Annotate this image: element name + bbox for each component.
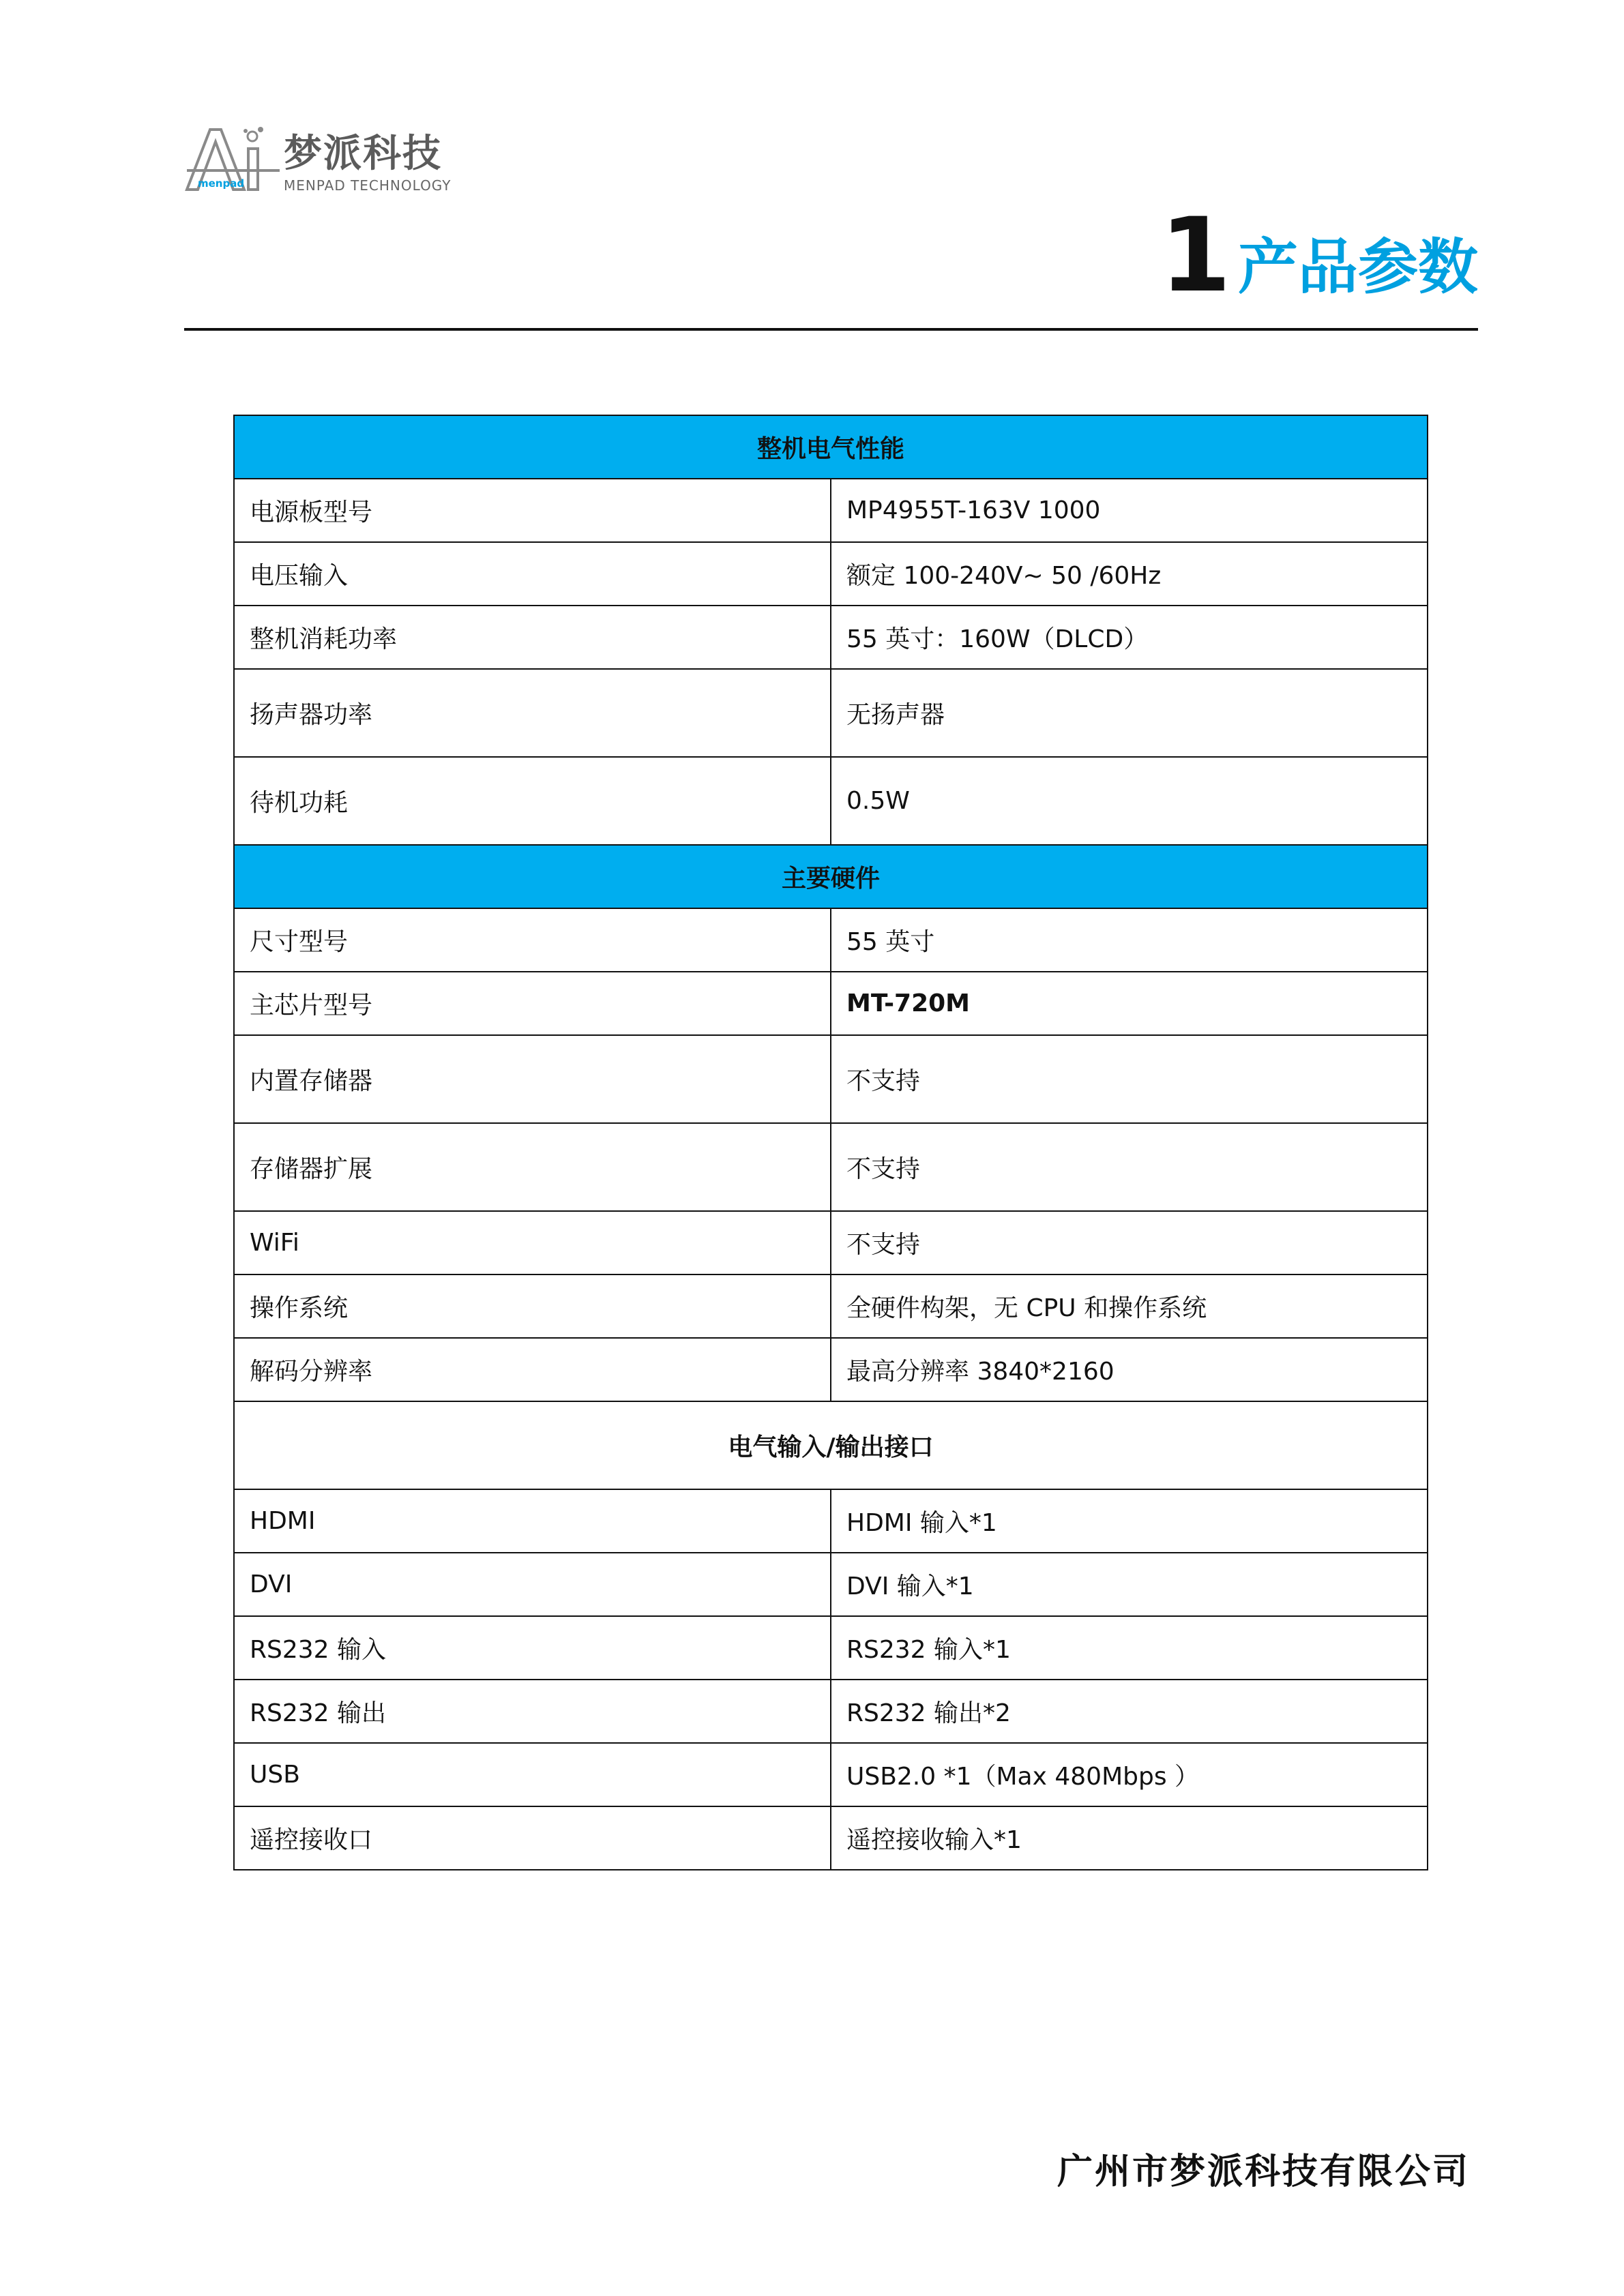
spec-label: 解码分辨率 [234, 1338, 831, 1401]
spec-value: 无扬声器 [831, 669, 1428, 757]
spec-label: 电压输入 [234, 542, 831, 606]
table-row [234, 908, 1428, 972]
spec-value: 全硬件构架，无 CPU 和操作系统 [831, 1274, 1428, 1338]
spec-value: 额定 100-240V~ 50 /60Hz [831, 542, 1428, 606]
table-row [234, 1338, 1428, 1401]
spec-label: 扬声器功率 [234, 669, 831, 757]
table-row [234, 542, 1428, 606]
spec-value: 遥控接收输入*1 [831, 1806, 1428, 1870]
company-footer: 广州市梦派科技有限公司 [1057, 2151, 1470, 2192]
section-title: 主要硬件 [234, 845, 1428, 908]
table-row [234, 479, 1428, 542]
spec-table [233, 415, 1428, 1870]
section-title: 整机电气性能 [234, 415, 1428, 479]
logo-text [284, 132, 452, 194]
section-title: 电气输入/输出接口 [234, 1401, 1428, 1489]
spec-label: 遥控接收口 [234, 1806, 831, 1870]
section-header-row [234, 1401, 1428, 1489]
table-row [234, 1274, 1428, 1338]
logo-brand-text: menpad [198, 177, 245, 190]
table-row [234, 972, 1428, 1035]
table-row [234, 1553, 1428, 1616]
spec-label: 操作系统 [234, 1274, 831, 1338]
spec-label: DVI [234, 1553, 831, 1616]
table-row [234, 1211, 1428, 1274]
spec-label: 主芯片型号 [234, 972, 831, 1035]
spec-label: 待机功耗 [234, 757, 831, 845]
spec-value: MT-720M [831, 972, 1428, 1035]
spec-value: HDMI 输入*1 [831, 1489, 1428, 1553]
spec-label: USB [234, 1743, 831, 1806]
section-header-row [234, 845, 1428, 908]
spec-label: 电源板型号 [234, 479, 831, 542]
spec-value: 55 英寸 [831, 908, 1428, 972]
spec-value: DVI 输入*1 [831, 1553, 1428, 1616]
table-row [234, 606, 1428, 669]
section-header-row [234, 415, 1428, 479]
spec-label: RS232 输入 [234, 1616, 831, 1680]
page-title: 产品参数 [1237, 232, 1478, 302]
spec-label: 尺寸型号 [234, 908, 831, 972]
spec-value: RS232 输出*2 [831, 1680, 1428, 1743]
table-row [234, 1680, 1428, 1743]
table-row [234, 1489, 1428, 1553]
spec-label: HDMI [234, 1489, 831, 1553]
spec-value: USB2.0 *1（Max 480Mbps ） [831, 1743, 1428, 1806]
table-row [234, 757, 1428, 845]
logo-name-cn: 梦派科技 [284, 132, 442, 176]
spec-value: 不支持 [831, 1123, 1428, 1211]
table-row [234, 1806, 1428, 1870]
heading-divider [184, 328, 1478, 331]
spec-label: 内置存储器 [234, 1035, 831, 1123]
spec-value: 55 英寸：160W（DLCD） [831, 606, 1428, 669]
spec-value: MP4955T-163V 1000 [831, 479, 1428, 542]
table-row [234, 1616, 1428, 1680]
table-row [234, 1123, 1428, 1211]
spec-label: 整机消耗功率 [234, 606, 831, 669]
spec-label: RS232 输出 [234, 1680, 831, 1743]
spec-value: 最高分辨率 3840*2160 [831, 1338, 1428, 1401]
section-number: 1 [1160, 196, 1231, 315]
table-row [234, 669, 1428, 757]
spec-value: RS232 输入*1 [831, 1616, 1428, 1680]
page-heading [1160, 196, 1478, 315]
spec-value: 不支持 [831, 1211, 1428, 1274]
spec-label: 存储器扩展 [234, 1123, 831, 1211]
spec-value: 不支持 [831, 1035, 1428, 1123]
spec-value: 0.5W [831, 757, 1428, 845]
logo-name-en: MENPAD TECHNOLOGY [284, 177, 452, 194]
table-row [234, 1743, 1428, 1806]
table-row [234, 1035, 1428, 1123]
spec-label: WiFi [234, 1211, 831, 1274]
